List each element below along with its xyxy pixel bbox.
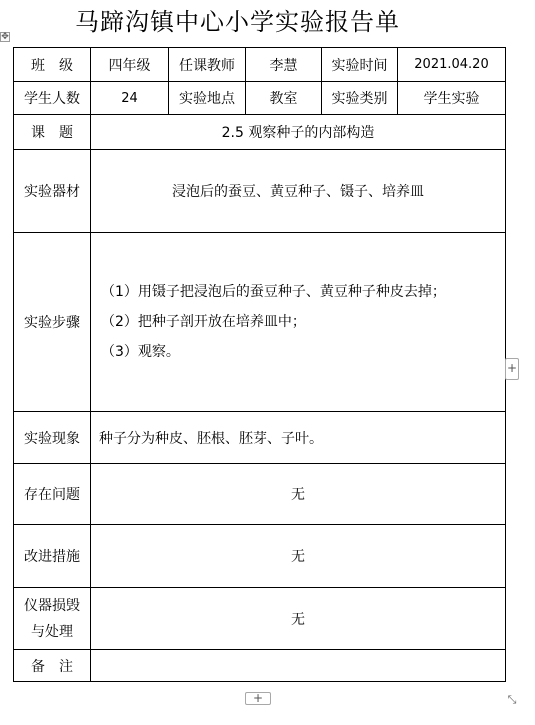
report-table <box>13 47 506 682</box>
damage-label-line1: 仪器损毁 <box>24 597 80 614</box>
add-column-button[interactable]: + <box>505 358 519 380</box>
teacher-value[interactable]: 李慧 <box>246 48 322 82</box>
problems-value[interactable]: 无 <box>91 464 506 525</box>
report-title: 马蹄沟镇中心小学实验报告单 <box>75 8 400 36</box>
table-row <box>14 150 506 233</box>
table-row <box>14 412 506 464</box>
table-row <box>14 525 506 588</box>
table-row <box>14 464 506 525</box>
improvements-label: 改进措施 <box>14 525 91 588</box>
category-label: 实验类别 <box>322 82 398 115</box>
damage-label <box>14 588 91 650</box>
problems-label: 存在问题 <box>14 464 91 525</box>
topic-value[interactable]: 2.5 观察种子的内部构造 <box>91 115 506 150</box>
category-value[interactable]: 学生实验 <box>398 82 506 115</box>
phenomenon-label: 实验现象 <box>14 412 91 464</box>
students-label: 学生人数 <box>14 82 91 115</box>
damage-value[interactable]: 无 <box>91 588 506 650</box>
table-row <box>14 48 506 82</box>
table-move-icon[interactable]: ✥ <box>1 32 9 42</box>
steps-content[interactable] <box>91 233 506 412</box>
step-item: （2）把种子剖开放在培养皿中； <box>101 314 306 330</box>
add-row-button[interactable]: + <box>245 692 271 705</box>
table-row <box>14 650 506 682</box>
remarks-value[interactable] <box>91 650 506 682</box>
phenomenon-value[interactable]: 种子分为种皮、胚根、胚芽、子叶。 <box>91 412 506 464</box>
improvements-value[interactable]: 无 <box>91 525 506 588</box>
table-row <box>14 115 506 150</box>
teacher-label: 任课教师 <box>169 48 246 82</box>
topic-label: 课 题 <box>14 115 91 150</box>
equipment-value[interactable]: 浸泡后的蚕豆、黄豆种子、镊子、培养皿 <box>91 150 506 233</box>
step-item: （1）用镊子把浸泡后的蚕豆种子、黄豆种子种皮去掉； <box>101 284 446 300</box>
place-label: 实验地点 <box>169 82 246 115</box>
place-value[interactable]: 教室 <box>246 82 322 115</box>
equipment-label: 实验器材 <box>14 150 91 233</box>
time-label: 实验时间 <box>322 48 398 82</box>
students-value[interactable]: 24 <box>91 82 169 115</box>
table-resize-icon[interactable]: ⤡ <box>507 693 517 706</box>
steps-label: 实验步骤 <box>14 233 91 412</box>
table-row <box>14 588 506 650</box>
class-value[interactable]: 四年级 <box>91 48 169 82</box>
remarks-label: 备 注 <box>14 650 91 682</box>
step-item: （3）观察。 <box>101 344 180 360</box>
class-label: 班 级 <box>14 48 91 82</box>
table-row <box>14 233 506 412</box>
damage-label-line2: 与处理 <box>31 623 73 640</box>
table-row <box>14 82 506 115</box>
time-value[interactable]: 2021.04.20 <box>398 48 506 82</box>
